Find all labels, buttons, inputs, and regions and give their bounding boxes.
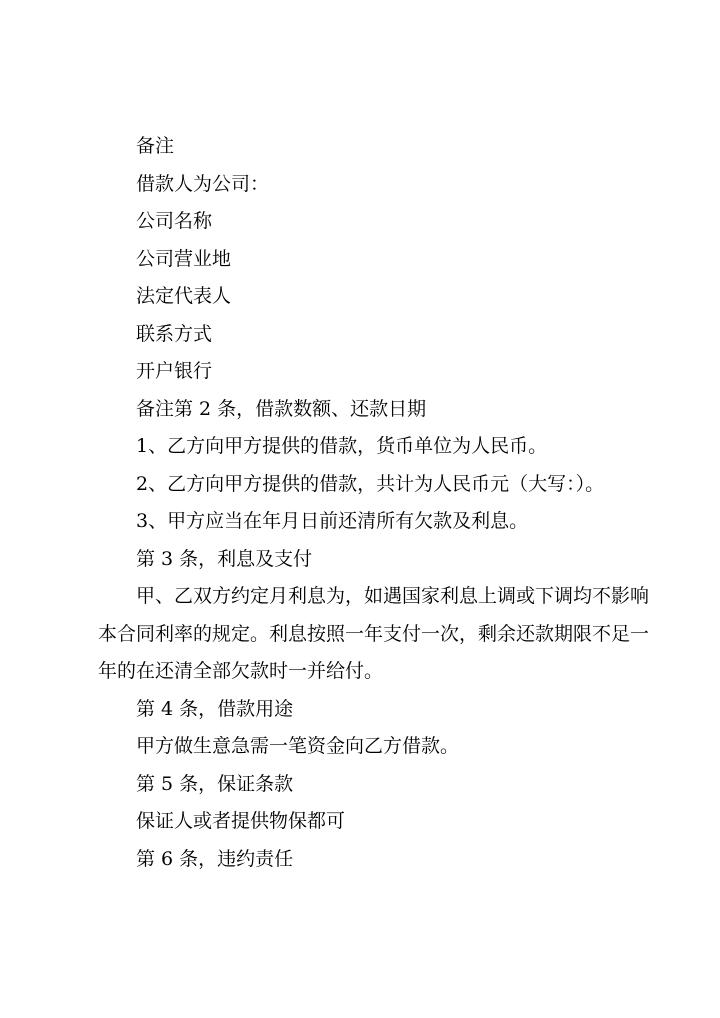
paragraph-article-2-item-2: 2、乙方向甲方提供的借款，共计为人民币元（大写：）。 xyxy=(136,472,605,495)
paragraph-article-2-item-1: 1、乙方向甲方提供的借款，货币单位为人民币。 xyxy=(136,435,548,457)
paragraph-article-3-body: 甲、乙双方约定月利息为，如遇国家利息上调或下调均不影响本合同利率的规定。利息按照一年支付一次，剩余还款期限不足一年的在还清全部欠款时一并给付。 xyxy=(98,585,650,682)
paragraph-remark-heading: 备注 xyxy=(136,135,175,157)
paragraph-article-4-body: 甲方做生意急需一笔资金向乙方借款。 xyxy=(136,735,460,757)
document-body xyxy=(98,128,658,878)
paragraph-legal-representative: 法定代表人 xyxy=(136,285,232,307)
paragraph-bank: 开户银行 xyxy=(136,360,213,382)
paragraph-contact: 联系方式 xyxy=(136,322,213,345)
paragraph-article-6-heading: 第 6 条，违约责任 xyxy=(136,847,294,870)
paragraph-article-3-heading: 第 3 条，利息及支付 xyxy=(136,547,313,570)
paragraph-article-5-body: 保证人或者提供物保都可 xyxy=(136,810,346,832)
paragraph-article-4-heading: 第 4 条，借款用途 xyxy=(136,697,294,720)
paragraph-article-2-item-3: 3、甲方应当在年月日前还清所有欠款及利息。 xyxy=(136,510,529,532)
paragraph-borrower-company: 借款人为公司： xyxy=(136,172,270,195)
paragraph-article-2-heading: 备注第 2 条，借款数额、还款日期 xyxy=(136,397,427,420)
paragraph-company-name: 公司名称 xyxy=(136,210,213,232)
paragraph-article-5-heading: 第 5 条，保证条款 xyxy=(136,772,294,795)
paragraph-company-location: 公司营业地 xyxy=(136,247,232,270)
